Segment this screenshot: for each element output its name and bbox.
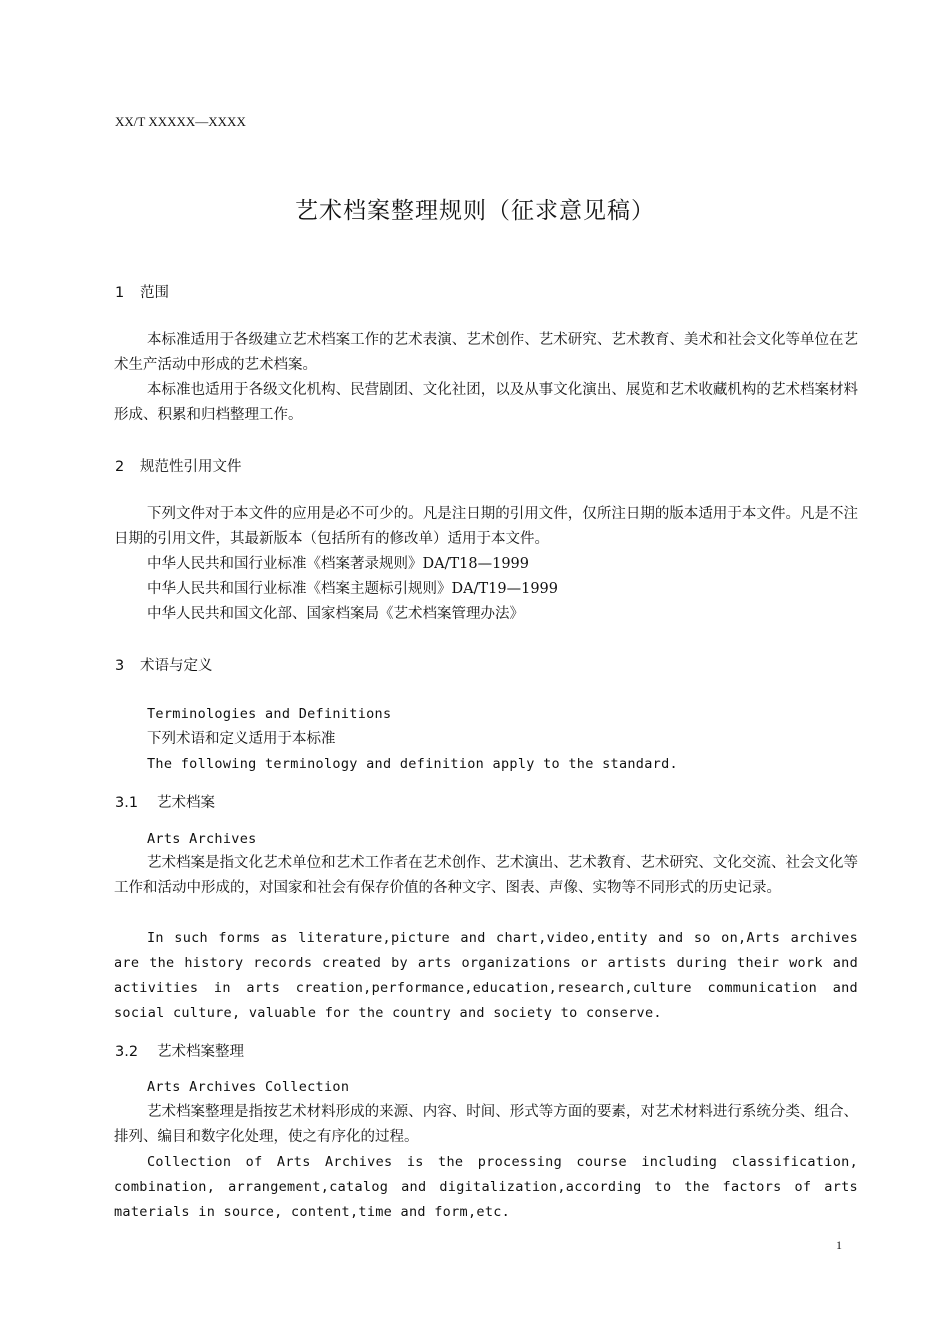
- section-number: 3: [115, 658, 125, 674]
- section-3-2-chinese-definition: 艺术档案整理是指按艺术材料形成的来源、内容、时间、形式等方面的要素，对艺术材料进行系统分类、组合、排列、编目和数字化处理，使之有序化的过程。: [114, 1104, 858, 1145]
- section-number: 1: [115, 285, 125, 301]
- section-number: 3.2: [115, 1044, 139, 1060]
- section-3-2-heading: [115, 1040, 244, 1061]
- reference-1: 中华人民共和国行业标准《档案著录规则》DA/T18—1999: [147, 556, 530, 572]
- section-1-heading: [115, 281, 169, 302]
- section-3-1-english-definition: In such forms as literature,picture and chart,video,entity and so on,Arts archives are the history records created by arts organizations or artists during their work and activities in arts creation,performance,education,research,culture communication and social culture, valuable for the country and society to conserve.: [114, 930, 858, 1021]
- section-title: 艺术档案整理: [157, 1044, 244, 1060]
- section-3-english-title: Terminologies and Definitions: [147, 706, 392, 722]
- page-number: 1: [836, 1238, 842, 1252]
- section-3-english-intro: The following terminology and definition apply to the standard.: [147, 756, 678, 772]
- section-title: 范围: [140, 285, 169, 301]
- section-2-paragraph-1: 下列文件对于本文件的应用是必不可少的。凡是注日期的引用文件，仅所注日期的版本适用于本文件。凡是不注日期的引用文件，其最新版本（包括所有的修改单）适用于本文件。: [114, 506, 858, 547]
- section-3-2-english-term: Arts Archives Collection: [147, 1079, 350, 1095]
- section-2-heading: [115, 455, 242, 476]
- section-3-heading: [115, 654, 213, 675]
- reference-3: 中华人民共和国文化部、国家档案局《艺术档案管理办法》: [147, 606, 524, 622]
- section-3-1-english-term: Arts Archives: [147, 831, 257, 847]
- section-3-chinese-intro: 下列术语和定义适用于本标准: [147, 731, 336, 747]
- document-title: 艺术档案整理规则（征求意见稿）: [295, 198, 655, 224]
- section-number: 3.1: [115, 795, 139, 811]
- section-number: 2: [115, 459, 125, 475]
- reference-2: 中华人民共和国行业标准《档案主题标引规则》DA/T19—1999: [147, 581, 559, 597]
- document-code: XX/T XXXXX—XXXX: [115, 114, 246, 129]
- section-title: 规范性引用文件: [140, 459, 242, 475]
- section-3-1-chinese-definition: 艺术档案是指文化艺术单位和艺术工作者在艺术创作、艺术演出、艺术教育、艺术研究、文化交流、社会文化等工作和活动中形成的，对国家和社会有保存价值的各种文字、图表、声像、实物等不同形式的历史记录。: [114, 855, 858, 896]
- section-3-1-heading: [115, 791, 215, 812]
- section-1-paragraph-1: 本标准适用于各级建立艺术档案工作的艺术表演、艺术创作、艺术研究、艺术教育、美术和社会文化等单位在艺术生产活动中形成的艺术档案。: [114, 332, 858, 373]
- section-1-paragraph-2: 本标准也适用于各级文化机构、民营剧团、文化社团，以及从事文化演出、展览和艺术收藏机构的艺术档案材料形成、积累和归档整理工作。: [114, 382, 858, 423]
- section-title: 艺术档案: [157, 795, 215, 811]
- section-3-2-english-definition: Collection of Arts Archives is the processing course including classification, combination, arrangement,catalog and digitalization,according to the factors of arts materials in source, content,time and form,etc.: [114, 1154, 858, 1220]
- section-title: 术语与定义: [140, 658, 213, 674]
